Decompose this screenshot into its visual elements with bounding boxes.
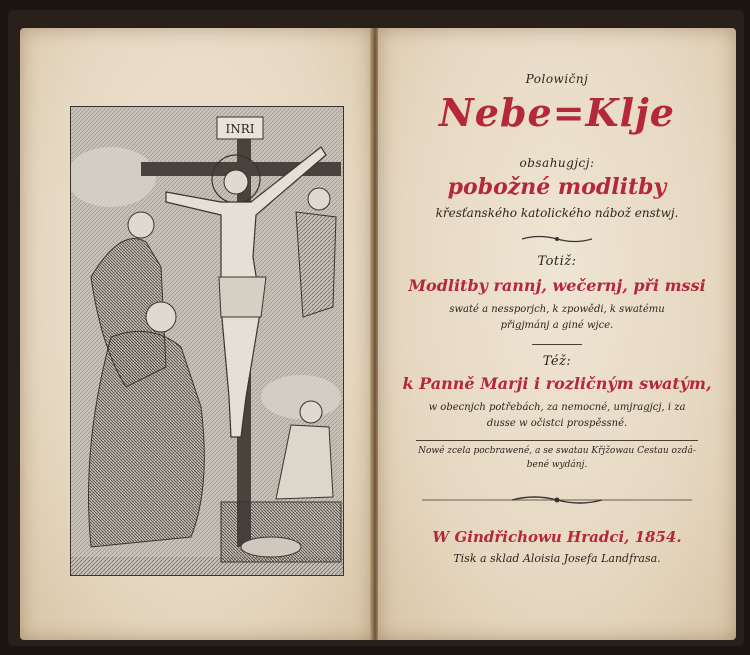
section1-line2: přigjmánj a giné wjce. <box>500 320 614 331</box>
note-line2: bené wydánj. <box>526 460 588 470</box>
subtitle: pobožné modlitby <box>447 174 667 200</box>
frontispiece-engraving <box>70 106 344 576</box>
note-line1: Nowé zcela pocbrawené, a se swatau Křjžowau Cestau ozdá- <box>418 446 696 456</box>
title-page <box>378 28 736 640</box>
open-book <box>8 10 744 646</box>
crucifixion-illustration <box>71 107 343 575</box>
section2-heading: k Panně Marji i rozličným swatým, <box>402 374 712 393</box>
pretitle: Polowičnj <box>525 72 589 86</box>
tez-label: Též: <box>542 354 572 369</box>
section1-line1: swaté a nessporjch, k zpowědi, k swatému <box>449 304 665 315</box>
inri-inscription: INRI <box>225 122 255 136</box>
section2-line2: dusse w očistci prospěssné. <box>486 418 628 429</box>
ornament-divider-2 <box>422 494 692 506</box>
section2-line1: w obecnjch potřebách, za nemocné, umjragjcj, i za <box>428 402 686 413</box>
rule-above-note <box>416 440 698 441</box>
imprint-printer: Tisk a sklad Aloisia Josefa Landfrasa. <box>453 552 661 565</box>
main-title: Nebe=Klje <box>439 90 675 135</box>
ornament-divider-1 <box>522 234 592 244</box>
short-rule <box>532 344 582 345</box>
section1-heading: Modlitby rannj, wečernj, při mssi <box>408 276 706 295</box>
subtitle-line-2: křesťanského katolického nábož enstwj. <box>435 206 679 220</box>
left-page <box>20 28 372 640</box>
totiz-label: Totiž: <box>537 254 577 269</box>
imprint-place: W Gindřichowu Hradci, 1854. <box>432 528 682 546</box>
containing-line: obsahugjcj: <box>519 156 595 170</box>
